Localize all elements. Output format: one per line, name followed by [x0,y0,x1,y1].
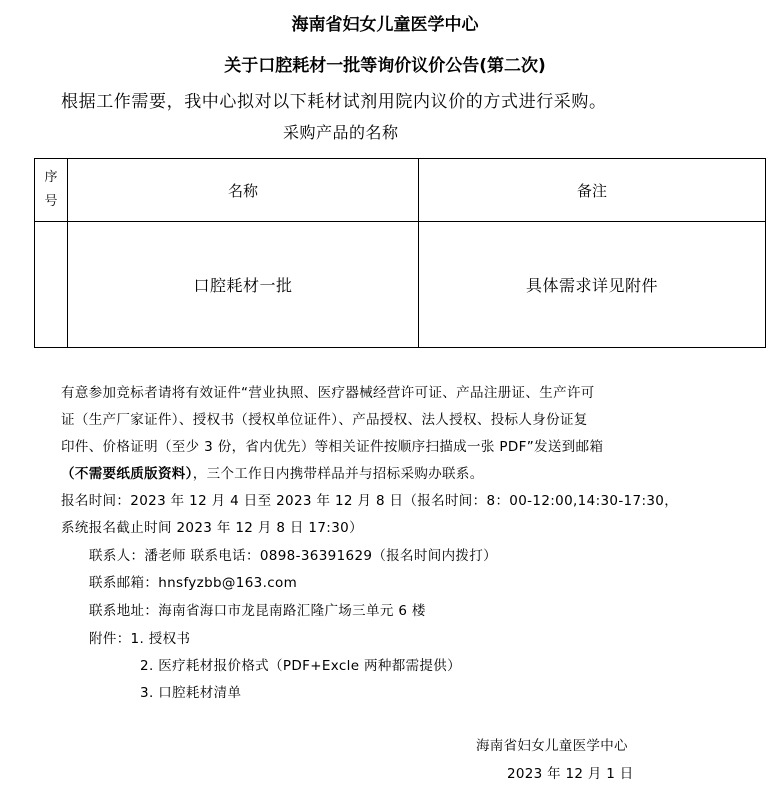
table-row [35,222,766,348]
body-line-3: 印件、价格证明（至少 3 份，省内优先）等相关证件按顺序扫描成一张 PDF”发送到邮箱 [61,439,604,455]
cell-seq [35,222,68,348]
header-name: 名称 [68,159,419,222]
contact-line: 联系人：潘老师 联系电话：0898-36391629（报名时间内拨打） [89,548,497,564]
body-line-2: 证（生产厂家证件）、授权书（授权单位证件）、产品授权、法人授权、投标人身份证复 [61,412,588,428]
product-table [34,158,766,348]
signature-date: 2023 年 12 月 1 日 [507,766,634,782]
intro-paragraph: 根据工作需要，我中心拟对以下耗材试剂用院内议价的方式进行采购。 [61,92,607,112]
registration-deadline: 系统报名截止时间 2023 年 12 月 8 日 17:30） [61,520,363,536]
notice-title: 关于口腔耗材一批等询价议价公告(第二次) [224,56,546,76]
body-line-4 [61,462,484,482]
table-caption: 采购产品的名称 [283,123,399,142]
header-seq-char-1: 序 [44,170,58,185]
contact-address: 联系地址：海南省海口市龙昆南路汇隆广场三单元 6 楼 [89,603,426,619]
attachment-3: 3. 口腔耗材清单 [140,685,242,701]
body-line-4-rest: ，三个工作日内携带样品并与招标采购办联系。 [192,466,484,482]
header-seq-char-2: 号 [44,194,58,209]
body-line-1: 有意参加竞标者请将有效证件“营业执照、医疗器械经营许可证、产品注册证、生产许可 [61,385,595,401]
signature-org: 海南省妇女儿童医学中心 [476,738,628,754]
table-header-row [35,159,766,222]
contact-email: 联系邮箱：hnsfyzbb@163.com [89,575,298,591]
cell-remark: 具体需求详见附件 [419,222,766,348]
cell-name: 口腔耗材一批 [68,222,419,348]
attachment-2: 2. 医疗耗材报价格式（PDF+Excle 两种都需提供） [140,658,461,674]
header-remark: 备注 [419,159,766,222]
no-paper-note: （不需要纸质版资料） [61,466,193,482]
header-seq [35,159,68,222]
notice-org-title: 海南省妇女儿童医学中心 [291,15,479,35]
attachment-1: 附件：1. 授权书 [89,631,191,647]
registration-time: 报名时间：2023 年 12 月 4 日至 2023 年 12 月 8 日（报名时间：8：00-12:00,14:30-17:30， [61,493,679,509]
